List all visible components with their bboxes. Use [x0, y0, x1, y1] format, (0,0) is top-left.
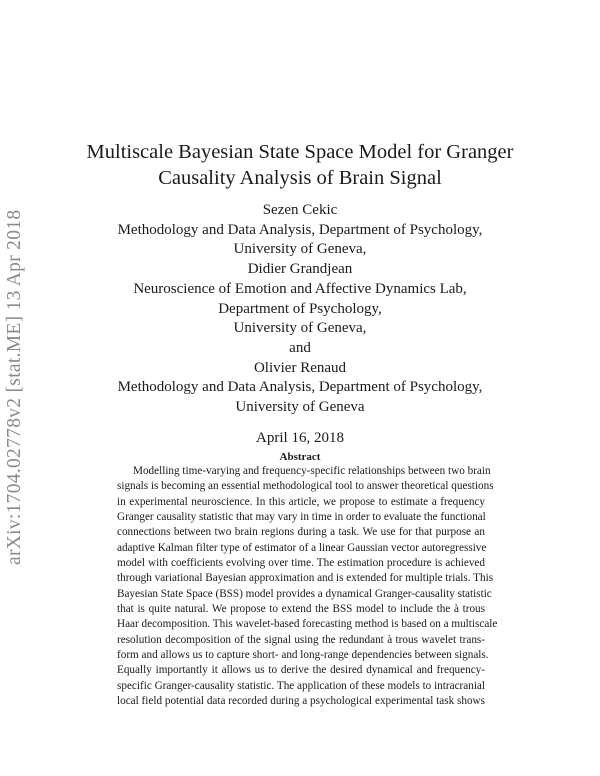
abstract-line: connections between two brain regions during a task. We use for that purpose an [117, 526, 485, 539]
conjunction: and [289, 339, 311, 356]
abstract-heading: Abstract [279, 451, 321, 463]
abstract-line: in experimental neuroscience. In this article, we propose to estimate a frequency [117, 495, 485, 508]
title-line: Multiscale Bayesian State Space Model for Granger [86, 141, 514, 163]
affiliation: University of Geneva [235, 399, 365, 416]
title-line: Causality Analysis of Brain Signal [158, 167, 442, 189]
author-name: Olivier Renaud [253, 359, 347, 376]
abstract-line: resolution decomposition of the signal using the redundant à trous wavelet trans- [117, 633, 485, 646]
abstract-line: that is quite natural. We propose to extend the BSS model to include the à trous [117, 603, 485, 616]
abstract-line: specific Granger-causality statistic. The application of these models to intracranial [117, 679, 486, 692]
abstract-line: model with coefficients evolving over time. The estimation procedure is achieved [117, 557, 485, 570]
affiliation: University of Geneva, [233, 241, 367, 258]
affiliation: Methodology and Data Analysis, Department of Psychology, [117, 379, 483, 396]
author-name: Didier Grandjean [247, 261, 353, 278]
abstract-line: signals is becoming an essential methodological tool to answer theoretical questions [117, 480, 494, 493]
abstract-line: adaptive Kalman filter type of estimator of a linear Gaussian vector autoregressive [117, 541, 487, 554]
affiliation: Neuroscience of Emotion and Affective Dynamics Lab, [133, 280, 467, 297]
affiliation: Methodology and Data Analysis, Department of Psychology, [117, 221, 483, 238]
abstract-line: Granger causality statistic that may vary in time in order to evaluate the functional [117, 511, 486, 524]
abstract-line: local field potential data recorded during a psychological experimental task shows [117, 695, 485, 708]
abstract-line: through variational Bayesian approximation and is extended for multiple trials. This [117, 572, 494, 585]
abstract-body [117, 464, 498, 710]
affiliation: Department of Psychology, [218, 300, 382, 317]
arxiv-identifier: arXiv:1704.02778v2 [stat.ME] 13 Apr 2018 [4, 209, 25, 565]
affiliation: University of Geneva, [233, 320, 367, 337]
author-name: Sezen Cekic [262, 202, 338, 218]
abstract-line: Haar decomposition. This wavelet-based forecasting method is based on a multiscale [117, 618, 498, 631]
paper-title [60, 139, 540, 191]
abstract-line: Equally importantly it allows us to derive the desired dynamical and frequency- [117, 664, 485, 677]
abstract-line: Bayesian State Space (BSS) model provides a dynamical Granger-causality statistic [117, 587, 492, 600]
abstract-line: form and allows us to capture short- and long-range dependencies between signals. [117, 649, 489, 662]
author-block [60, 201, 540, 418]
paper-date: April 16, 2018 [256, 430, 344, 446]
abstract-line: Modelling time-varying and frequency-specific relationships between two brain [133, 465, 491, 477]
